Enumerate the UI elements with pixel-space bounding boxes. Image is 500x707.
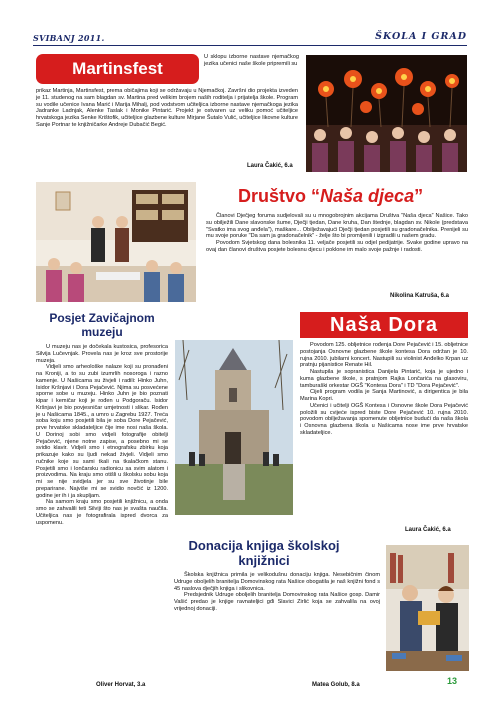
dora-body <box>300 342 468 437</box>
martinsfest-author: Laura Čakić, 6.a <box>247 163 293 169</box>
dora-paragraph-1: Povodom 125. obljetnice rođenja Dore Pejačević i 15. obljetnice postojanja Osnovne glazbene škole kontesa Dora održan je 10. rujna 2010. jubilarni koncert. Nastupili su violinist Anđelko Krpan uz pratnju pijanistice Renate Hil. <box>300 342 468 369</box>
drustvo-paragraph-2: Povodom Svjetskog dana bolesnika 11. veljače posjetili su odjel pedijatrije. Svake godine upravo na ovaj dan članovi društva posjete bolesnu djecu i poklone im malo svoje pažnje i radosti. <box>206 240 468 253</box>
posjet-paragraph-2: Vidjeli smo arheološke nalaze koji su pronađeni na Kroniji, a to su zubi izumrlih nosoroga i razno kamenje. U Našicama su živjeli i radili: Hinko Juhn, Isidor Kršnjavi i Dora Pejačević. Njima su posvećene sporne sobe u muzeju. Hinko Juhn je bio poznati kipar i kemičar koji je rođen u Podgoraču. Isidor Kršnjavi je bio povjesničar umjetnosti i slikar. Rođen je u Našicama 1845., a umro u Zagrebu 1927. Treća soba koju smo posjetili bila je soba Dore Pejačević, prve hrvatske skladateljice čije ime nosi naša škola. U Dorinoj sobi smo vidjeli fotografije obitelji Pejačević, njene notne zapise, a posebno mi se svidio klavir. Vidjeli smo i etnografsku zbirku koja prikazuje kako su ljudi nekad živjeli. Vidjeli smo ručnike koje su sami tkali na tkalačkom stanu. Posjetili smo i lončarsku radionicu sa svim alatom i proizvodima. Na kraju smo otišli u školsku sobu koja mi se nije svidjela jer su sve životinje bile prepariranе. Najviše mi se svidio novčić iz 1200. godine jer ih i ja skupljam. <box>36 364 168 499</box>
donacija-body <box>174 572 380 613</box>
posjet-paragraph-3: Na samom kraju smo posjetili knjižnicu, a onda smo se zahvalili teti Silviji što nas je svašta naučila. Učiteljica nas je fotografirala ispred dvorca za uspomenu. <box>36 499 168 526</box>
dora-paragraph-3: Cijeli program vodila je Sanja Martinović, a dirigentica je bila Marina Kopri. <box>300 389 468 402</box>
drustvo-visit-photo <box>36 182 196 302</box>
martinsfest-lantern-photo <box>306 55 467 172</box>
church-bust-photo <box>175 340 293 515</box>
martinsfest-intro: U sklopu izborne nastave njemačkog jezika učenici naše škole pripremili su <box>204 54 299 67</box>
drustvo-paragraph-1: Članovi Dječjeg foruma sudjelovali su u mnogobrojnim akcijama Društva “Naša djeca” Našice. Tako su obilježili Dane slavonske šume, Dječji tjedan, Dane kruha, Dan štednje, blagdan sv. Nikole (predstava "Svatko ima svog anđela"), maškare... Obilježavajući Dječji tjedan posjetili su gradonačelnika. Prenijeli su mu svoje poruke "Da sam ja gradonačelnik" - želje što bi promijenili i izgradili u našem gradu. <box>206 213 468 240</box>
drustvo-body <box>206 213 468 254</box>
header-rule <box>33 45 467 46</box>
magazine-title: ŠKOLA I GRAD <box>375 31 467 42</box>
posjet-title: Posjet Zavičajnom muzeju <box>49 311 155 339</box>
library-donation-photo <box>386 545 469 671</box>
posjet-author: Oliver Horvat, 3.a <box>96 682 146 688</box>
dora-paragraph-2: Nastupila je sopranistica Danijela Pintarić, koja je ujedno i kuma glazbene škole, s pratnjom Rajka Lončarića na glasoviru, tamburaški orkestar OGŠ "Kontesa Dora" i TD "Dora Pejačević". <box>300 369 468 389</box>
donacija-paragraph-2: Predsjednik Udruge oboljelih branitelja Domovinskog rata Našice gosp. Damir Vašić predao je knjige ravnateljici gđi Slavici Zirlić koja se zahvalila na ovoj vrijednoj donaciji. <box>174 592 380 612</box>
dora-author: Laura Čakić, 6.a <box>405 527 451 533</box>
drustvo-title-suffix: ” <box>414 186 424 206</box>
drustvo-title <box>238 186 423 207</box>
donacija-title: Donacija knjiga školskoj knjižnici <box>188 538 340 568</box>
posjet-paragraph-1: U muzeju nas je dočekala kustosica, profesorica Silvija Lučevnjak. Provela nas je kroz sve prostorije muzeja. <box>36 344 168 364</box>
issue-date: SVIBANJ 2011. <box>33 33 105 43</box>
donacija-author: Matea Golub, 8.a <box>312 682 360 688</box>
martinsfest-body: prikaz Martinja, Martinsfest, prema običajima koji se održavaju u Njemačkoj. Završni dio projekta izveden je 11. studenog na sam blagdan sv. Martina pred velikim brojem naših roditelja i prijatelja škole. Program su vodile učenice Ivana Marić i Marija Mihalj, pod vodstvom učiteljica izborne nastave njemačkoga jezika Jadranke Ladnjak, Alenke Taslak i Monike Pintarić. Projekt je ostvaren uz veliku pomoć učiteljice hrvatskoga jezika Senke Krištofik, učiteljice glazbene kulture Mirjane Šutalo Vulić, učiteljice likovne kulture Sanje Portnar te knjižničarke Andreje Dubačić Begić. <box>36 88 298 128</box>
dora-paragraph-4: Učenici i učitelji OGŠ Kontesa i Osnovne škole Dora Pejačević položili su cvijeće ispred biste Dore Pejačević 10. rujna 2010. povodom obilježavanja spomenute obljetnice budući da naša škola i Osnovna glazbena škola u Našicama nose ime prve hrvatske skladateljice. <box>300 402 468 436</box>
dora-title: Naša Dora <box>300 312 468 338</box>
martinsfest-title: Martinsfest <box>36 54 199 84</box>
page-number: 13 <box>447 676 458 686</box>
drustvo-title-italic: Naša djeca <box>320 186 415 206</box>
donacija-paragraph-1: Školska knjižnica primila je velikodušnu donaciju knjiga. Nesebičnim činom Udruge oboljelih branitelja Domovinskog rata Našice obogatila je naš knjižni fond s 45 naslova dječjih knjiga i slikovnica. <box>174 572 380 592</box>
drustvo-title-prefix: Društvo “ <box>238 186 321 206</box>
posjet-body <box>36 344 168 526</box>
drustvo-author: Nikolina Katruša, 6.a <box>390 293 450 299</box>
